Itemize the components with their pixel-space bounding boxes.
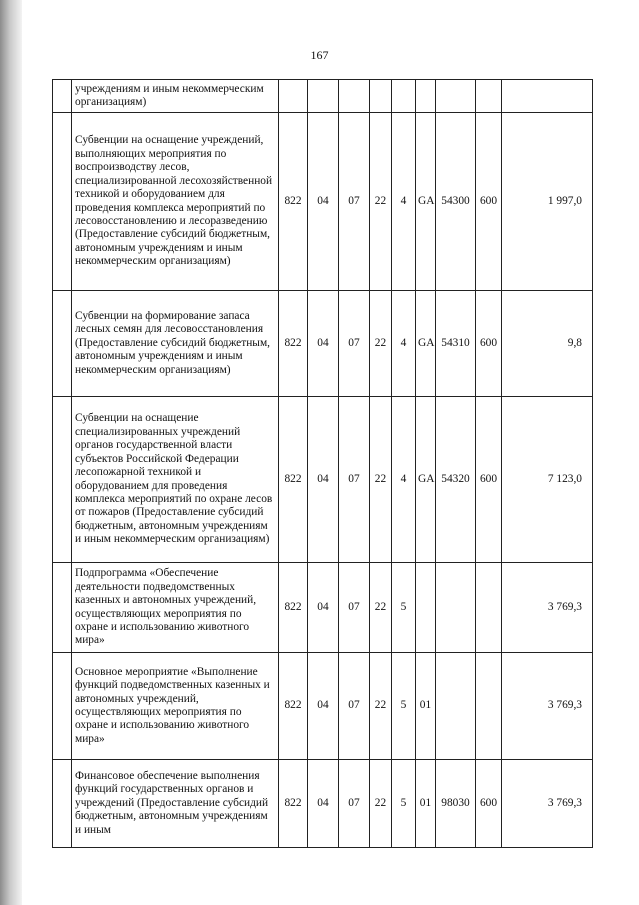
table-row [53, 760, 593, 848]
program-cell: 22 [370, 397, 392, 563]
subprogram-cell: 5 [392, 653, 416, 760]
table-row [53, 653, 593, 760]
event-cell [416, 563, 436, 653]
subprogram-cell: 5 [392, 563, 416, 653]
item-name-cell: Подпрограмма «Обеспечение деятельности подведомственных казенных и автономных учреждений, осуществляющих мероприятия по охране и использованию животного мира» [72, 563, 279, 653]
event-cell: 01 [416, 653, 436, 760]
subsection-cell: 07 [339, 291, 370, 397]
subsection-cell: 07 [339, 397, 370, 563]
direction-cell: 54300 [436, 113, 476, 291]
row-number-cell [53, 563, 72, 653]
subprogram-cell: 4 [392, 113, 416, 291]
amount-cell [502, 80, 593, 113]
budget-table-body [53, 80, 593, 848]
amount-cell: 3 769,3 [502, 653, 593, 760]
expense-type-cell: 600 [476, 113, 502, 291]
direction-cell: 98030 [436, 760, 476, 848]
row-number-cell [53, 653, 72, 760]
expense-type-cell: 600 [476, 291, 502, 397]
admin-code-cell: 822 [279, 563, 308, 653]
event-cell: 01 [416, 760, 436, 848]
expense-type-cell [476, 80, 502, 113]
section-cell: 04 [308, 113, 339, 291]
program-cell: 22 [370, 760, 392, 848]
program-cell: 22 [370, 653, 392, 760]
subsection-cell: 07 [339, 760, 370, 848]
table-row [53, 563, 593, 653]
subsection-cell: 07 [339, 653, 370, 760]
direction-cell [436, 563, 476, 653]
scan-edge-shadow [0, 0, 22, 905]
expense-type-cell: 600 [476, 397, 502, 563]
admin-code-cell: 822 [279, 397, 308, 563]
section-cell [308, 80, 339, 113]
section-cell: 04 [308, 397, 339, 563]
admin-code-cell: 822 [279, 653, 308, 760]
amount-cell: 1 997,0 [502, 113, 593, 291]
table-row [53, 113, 593, 291]
direction-cell: 54310 [436, 291, 476, 397]
admin-code-cell: 822 [279, 113, 308, 291]
page-number: 167 [310, 48, 329, 62]
table-row [53, 80, 593, 113]
admin-code-cell: 822 [279, 760, 308, 848]
row-number-cell [53, 80, 72, 113]
item-name-cell: Субвенции на оснащение специализированных учреждений органов государственной власти субъектов Российской Федерации лесопожарной техникой и оборудованием для проведения комплекса мероприятий по охране лесов от пожаров (Предоставление субсидий бюджетным, автономным учреждениям и иным некоммерческим организациям) [72, 397, 279, 563]
item-name-cell: учреждениям и иным некоммерческим организациям) [72, 80, 279, 113]
subprogram-cell: 5 [392, 760, 416, 848]
section-cell: 04 [308, 291, 339, 397]
budget-table [52, 79, 593, 848]
item-name-cell: Основное мероприятие «Выполнение функций подведомственных казенных и автономных учреждений, осуществляющих мероприятия по охране и использованию животного мира» [72, 653, 279, 760]
row-number-cell [53, 291, 72, 397]
section-cell: 04 [308, 653, 339, 760]
amount-cell: 3 769,3 [502, 760, 593, 848]
direction-cell [436, 653, 476, 760]
amount-cell: 7 123,0 [502, 397, 593, 563]
section-cell: 04 [308, 563, 339, 653]
expense-type-cell: 600 [476, 760, 502, 848]
row-number-cell [53, 397, 72, 563]
subsection-cell: 07 [339, 113, 370, 291]
program-cell: 22 [370, 291, 392, 397]
table-row [53, 397, 593, 563]
direction-cell: 54320 [436, 397, 476, 563]
program-cell: 22 [370, 563, 392, 653]
section-cell: 04 [308, 760, 339, 848]
event-cell: GA [416, 113, 436, 291]
event-cell: GA [416, 291, 436, 397]
row-number-cell [53, 113, 72, 291]
program-cell [370, 80, 392, 113]
expense-type-cell [476, 563, 502, 653]
event-cell [416, 80, 436, 113]
subsection-cell: 07 [339, 563, 370, 653]
subprogram-cell [392, 80, 416, 113]
expense-type-cell [476, 653, 502, 760]
item-name-cell: Субвенции на формирование запаса лесных семян для лесовосстановления (Предоставление субсидий бюджетным, автономным учреждениям и иным некоммерческим организациям) [72, 291, 279, 397]
event-cell: GA [416, 397, 436, 563]
amount-cell: 9,8 [502, 291, 593, 397]
item-name-cell: Финансовое обеспечение выполнения функций государственных органов и учреждений (Предоставление субсидий бюджетным, автономным учреждениям и иным [72, 760, 279, 848]
program-cell: 22 [370, 113, 392, 291]
admin-code-cell: 822 [279, 291, 308, 397]
direction-cell [436, 80, 476, 113]
subprogram-cell: 4 [392, 291, 416, 397]
table-row [53, 291, 593, 397]
amount-cell: 3 769,3 [502, 563, 593, 653]
subprogram-cell: 4 [392, 397, 416, 563]
subsection-cell [339, 80, 370, 113]
row-number-cell [53, 760, 72, 848]
item-name-cell: Субвенции на оснащение учреждений, выполняющих мероприятия по воспроизводству лесов, специализированной лесохозяйственной техникой и оборудованием для проведения комплекса мероприятий по лесовосстановлению и лесоразведению (Предоставление субсидий бюджетным, автономным учреждениям и иным некоммерческим организациям) [72, 113, 279, 291]
admin-code-cell [279, 80, 308, 113]
